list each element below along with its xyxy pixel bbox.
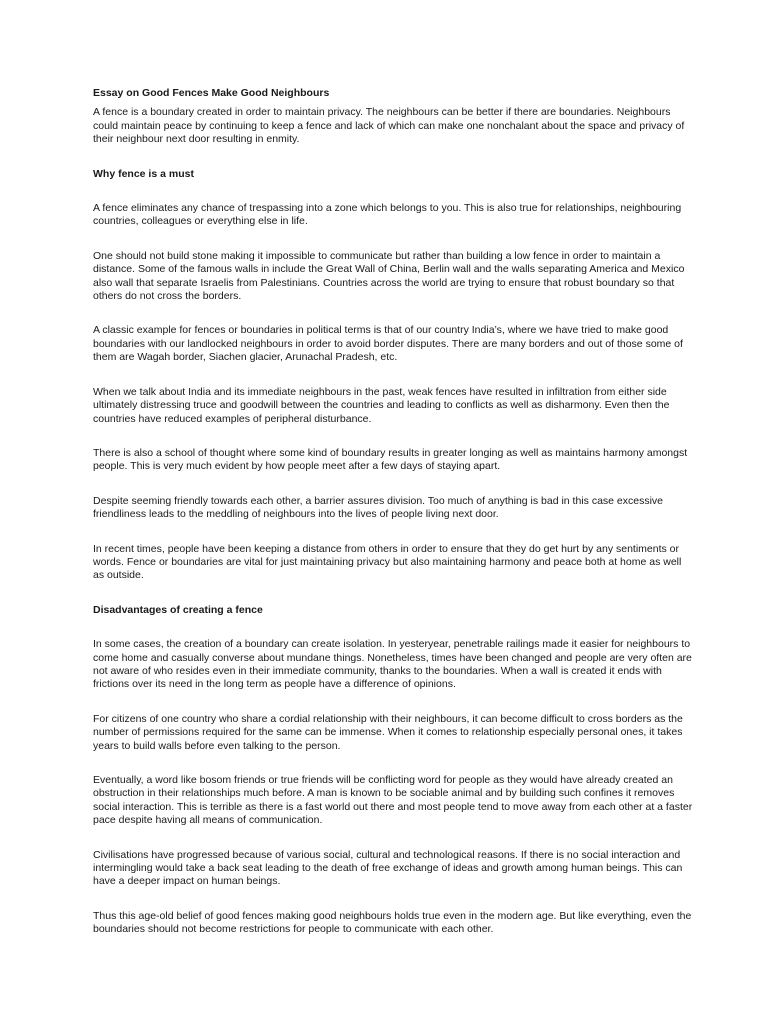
- document-title: Essay on Good Fences Make Good Neighbours: [93, 87, 330, 99]
- intro-paragraph: A fence is a boundary created in order to maintain privacy. The neighbours can be better if there are boundaries. Neighbours could maintain peace by continuing to keep a fence and lack of which can make one nonchalant about the space and privacy of their neighbour next door resulting in enmity.: [93, 106, 685, 146]
- paragraph: One should not build stone making it impossible to communicate but rather than building a low fence in order to maintain a distance. Some of the famous walls in include the Great Wall of China, Berlin wall and the walls separating America and Mexico also wall that separate Israelis from Palestinians. Countries across the world are trying to ensure that robust boundary so that others do not cross the borders.: [93, 249, 685, 303]
- paragraph: A classic example for fences or boundaries in political terms is that of our country India’s, where we have tried to make good boundaries with our landlocked neighbours in order to avoid border disputes. There are many borders and out of those some of them are Wagah border, Siachen glacier, Arunachal Pradesh, etc.: [93, 324, 683, 364]
- paragraph: Civilisations have progressed because of various social, cultural and technological reasons. If there is no social interaction and intermingling would take a back seat leading to the death of free exchange of ideas and growth among human beings. This can have a deeper impact on human beings.: [93, 848, 683, 888]
- section-heading-disadvantages: Disadvantages of creating a fence: [93, 603, 263, 616]
- paragraph: In recent times, people have been keeping a distance from others in order to ensure that they do get hurt by any sentiments or words. Fence or boundaries are vital for just maintaining privacy but also maintaining harmony and peace both at home as well as outside.: [93, 542, 682, 582]
- section-heading-why-fence: Why fence is a must: [93, 167, 194, 180]
- document-page: [93, 87, 693, 937]
- paragraph: When we talk about India and its immediate neighbours in the past, weak fences have resulted in infiltration from either side ultimately distressing truce and goodwill between the countries and leading to conflicts as well as disharmony. Even then the countries have reduced examples of peripheral disturbance.: [93, 385, 670, 425]
- paragraph: Thus this age-old belief of good fences making good neighbours holds true even in the modern age. But like everything, even the boundaries should not become restrictions for people to communicate with each other.: [93, 909, 692, 936]
- paragraph: There is also a school of thought where some kind of boundary results in greater longing as well as maintains harmony amongst people. This is very much evident by how people meet after a few days of staying apart.: [93, 446, 688, 473]
- paragraph: For citizens of one country who share a cordial relationship with their neighbours, it can become difficult to cross borders as the number of permissions required for the same can be immense. When it comes to relationship especially personal ones, it takes years to build walls before even talking to the person.: [93, 712, 683, 752]
- paragraph: Eventually, a word like bosom friends or true friends will be conflicting word for people as they would have already created an obstruction in their relationships much before. A man is known to be sociable animal and by building such confines it removes social interaction. This is terrible as there is a fast world out there and most people tend to move away from each other at a faster pace despite having all means of communication.: [93, 774, 693, 827]
- paragraph: A fence eliminates any chance of trespassing into a zone which belongs to you. This is also true for relationships, neighbouring countries, colleagues or everything else in life.: [93, 202, 682, 228]
- paragraph: In some cases, the creation of a boundary can create isolation. In yesteryear, penetrable railings made it easier for neighbours to come home and casually converse about mundane things. Nonetheless, times have been changed and people are very often are not aware of who resides even in their immediate community, thanks to the boundaries. When a wall is created it ends with frictions over its need in the long term as people have a difference of opinions.: [93, 638, 692, 691]
- paragraph: Despite seeming friendly towards each other, a barrier assures division. Too much of anything is bad in this case excessive friendliness leads to the meddling of neighbours into the lives of people living next door.: [93, 494, 664, 521]
